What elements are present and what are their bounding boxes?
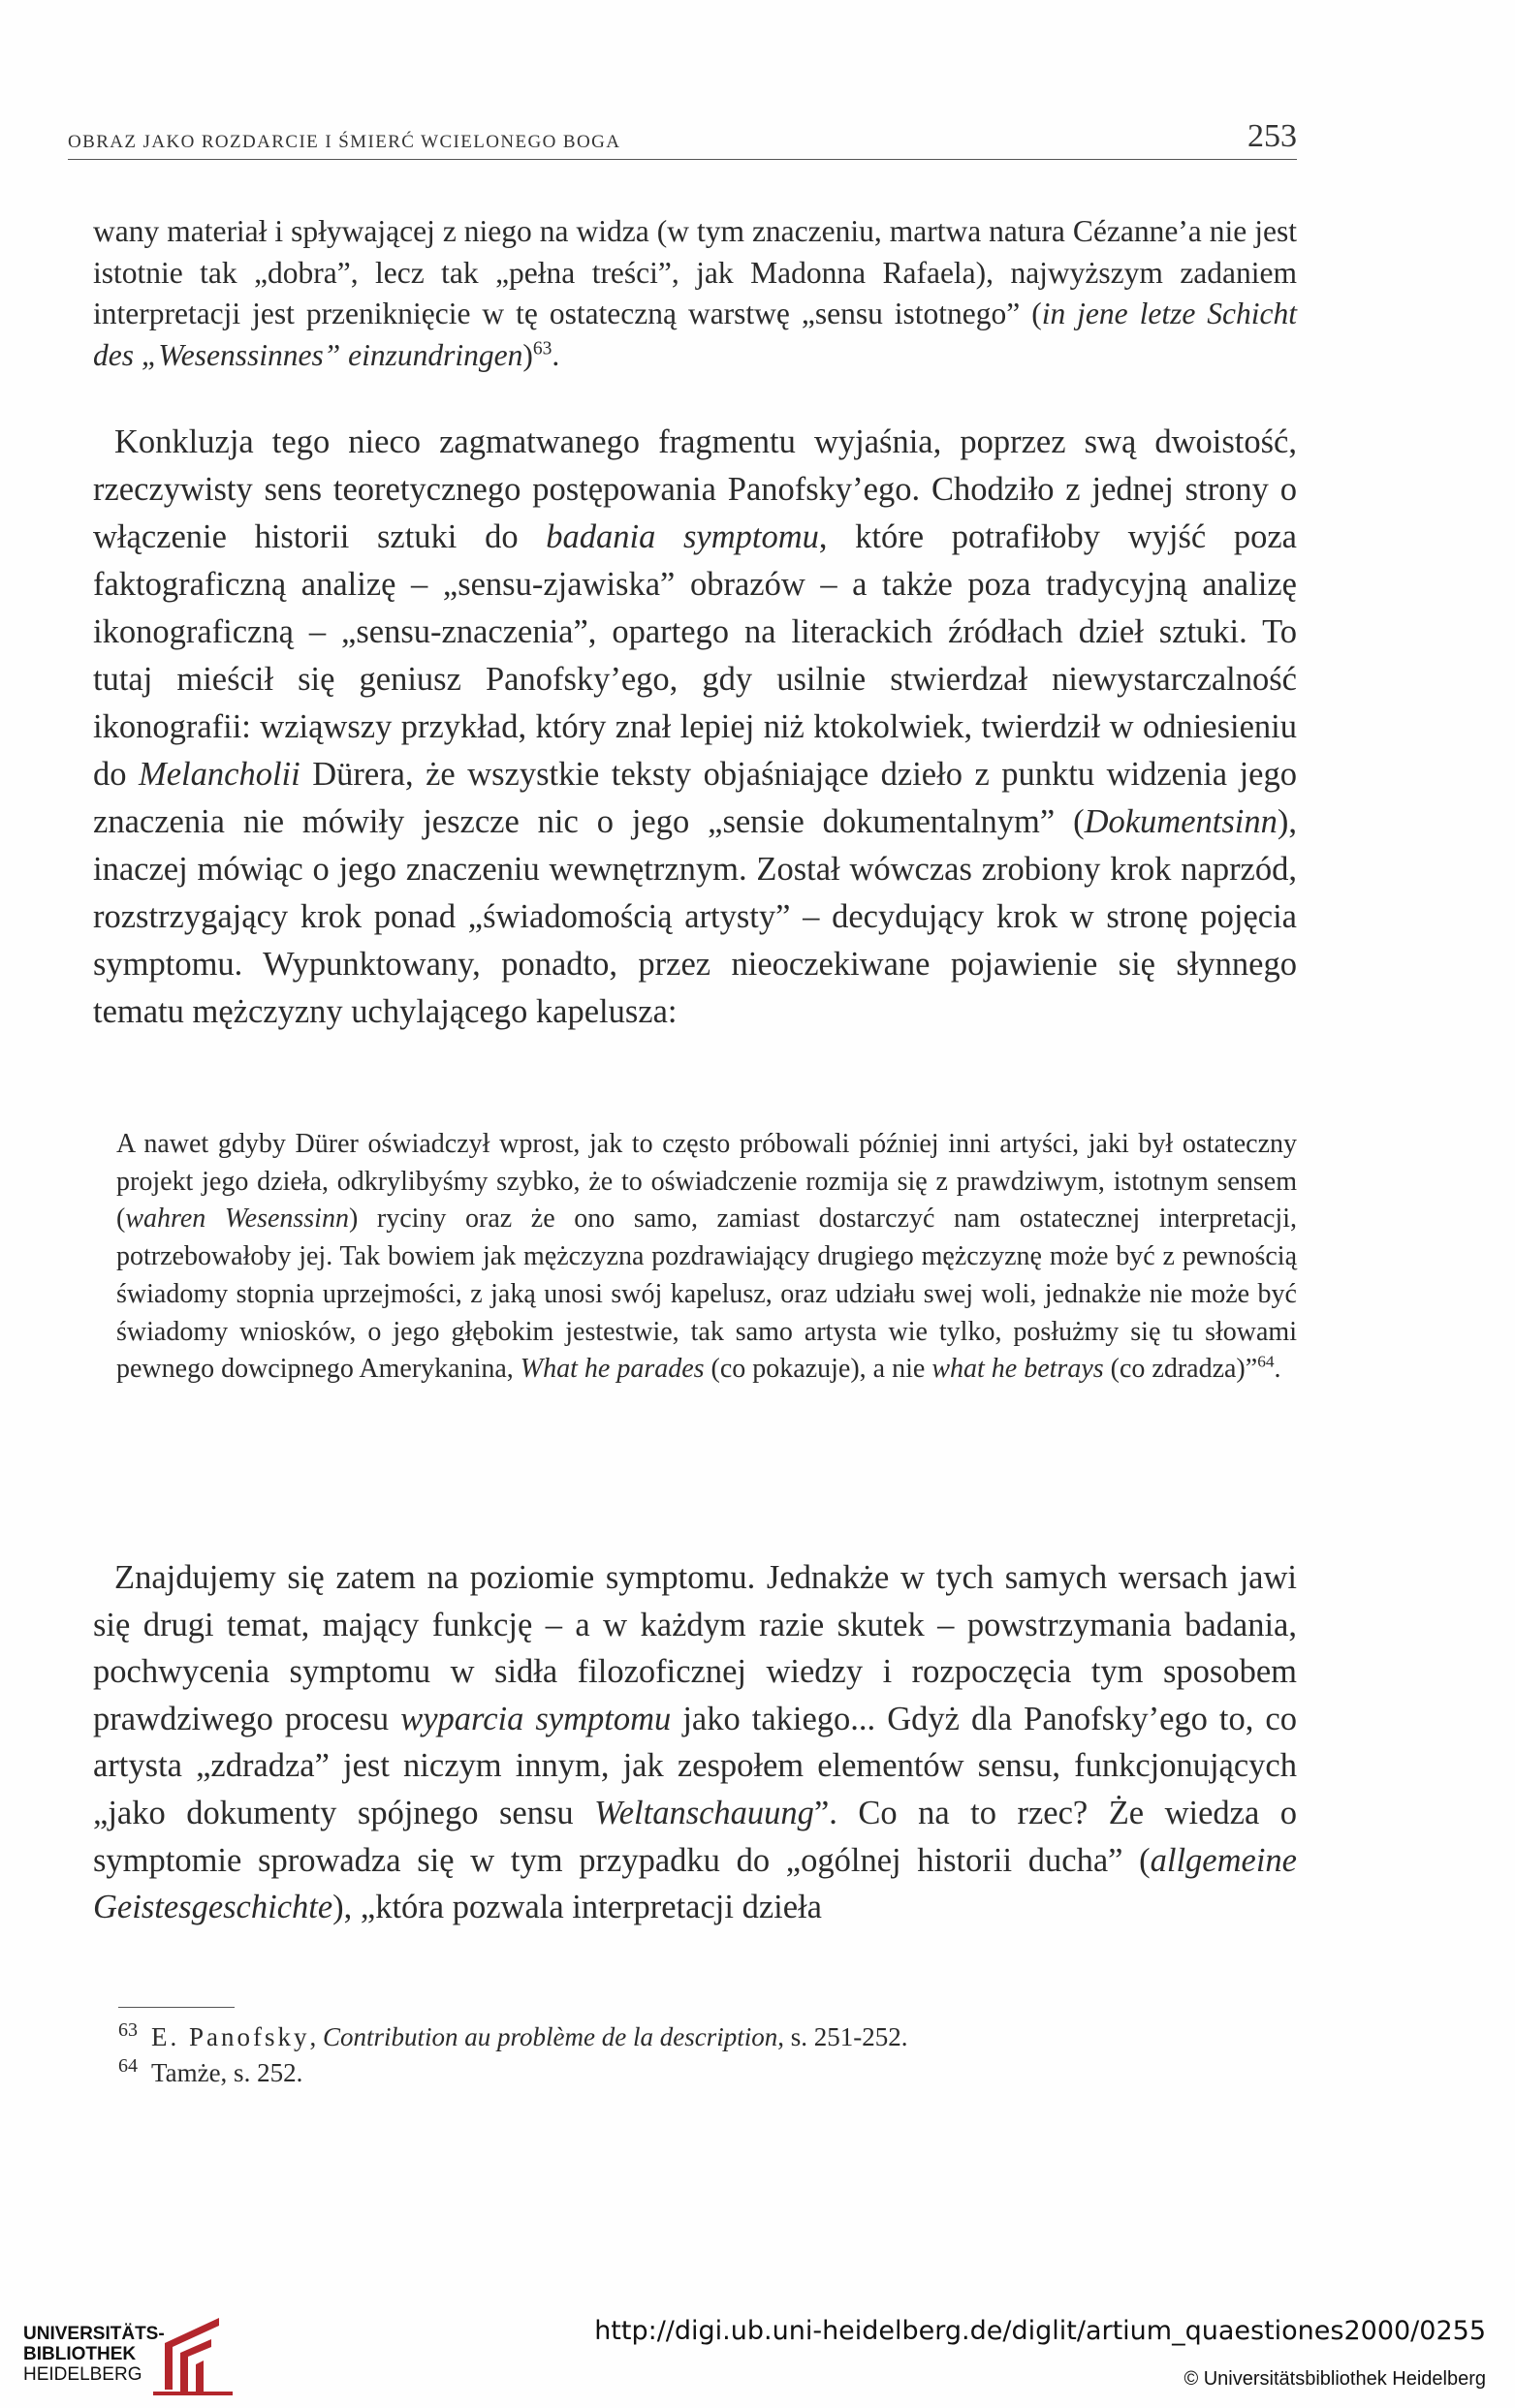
italic-phrase: What he parades xyxy=(520,1354,705,1385)
footnote-63 xyxy=(118,2019,1297,2055)
italic-phrase: allgemeine Geistesgeschichte xyxy=(93,1841,1297,1926)
footnote-rule xyxy=(118,2007,235,2008)
text-run: . xyxy=(552,337,560,372)
italic-phrase: Melancholii xyxy=(139,756,300,793)
copyright-notice: © Universitätsbibliothek Heidelberg xyxy=(1184,2368,1486,2390)
footnote-ref-63[interactable]: 63 xyxy=(532,338,552,359)
paragraph-konkluzja xyxy=(93,419,1297,1036)
text-run: Dürera, że wszystkie teksty objaśniające dzieło z punktu widzenia jego znaczenia nie mówiły jeszcze nic o jego „sensie dokumentalnym” ( xyxy=(93,756,1297,840)
italic-phrase: Dokumentsinn xyxy=(1084,803,1278,840)
text-run: (co zdradza)” xyxy=(1103,1354,1258,1385)
footnote-title: Contribution au problème de la description xyxy=(323,2022,778,2051)
library-line: HEIDELBERG xyxy=(23,2364,142,2385)
text-run: ), inaczej mówiąc o jego znaczeniu wewnętrznym. Został wówczas zrobiony krok naprzód, rozstrzygający krok ponad „świadomością artysty” – decydujący krok w stronę pojęcia symptomu. Wypunktowany, ponadto, przez nieoczekiwane pojawienie się słynnego tematu mężczyzny uchylającego kapelusza: xyxy=(93,803,1297,1030)
text-run: A nawet gdyby Dürer oświadczył wprost, jak to często próbowali później inni artyści, jaki był ostateczny projekt jego dzieła, odkrylibyśmy szybko, że to oświadczenie rozmija się z prawdziwym, istotnym sensem ( xyxy=(116,1129,1297,1235)
footnote-number: 64 xyxy=(118,2055,138,2077)
running-title: OBRAZ JAKO ROZDARCIE I ŚMIERĆ WCIELONEGO BOGA xyxy=(68,132,621,152)
text-run: , s. 251-252. xyxy=(777,2022,908,2051)
footnote-64 xyxy=(118,2055,1297,2091)
text-run: Znajdujemy się zatem na poziomie symptomu. Jednakże w tych samych wersach jawi się drugi temat, mający funkcję – a w każdym razie skutek – powstrzymania badania, pochwycenia symptomu w sidła filozoficznej wiedzy i rozpoczęcia tym sposobem prawdziwego procesu xyxy=(93,1559,1297,1737)
italic-phrase: in jene letze Schicht des „Wesenssinnes” einzundringen xyxy=(93,297,1297,372)
italic-phrase: badania symptomu xyxy=(546,518,819,555)
italic-phrase: what he betrays xyxy=(931,1354,1104,1385)
text-run: (co pokazuje), a nie xyxy=(704,1354,932,1385)
text-run: ) xyxy=(522,337,533,372)
italic-phrase: wyparcia symptomu xyxy=(400,1700,672,1737)
footnote-number: 63 xyxy=(118,2019,138,2041)
text-run: Konkluzja tego nieco zagmatwanego fragmentu wyjaśnia, poprzez swą dwoistość, rzeczywisty sens teoretycznego postępowania Panofsky’ego. Chodziło z jednej strony o włączenie historii sztuki do xyxy=(93,423,1297,555)
text-run: ), „która pozwala interpretacji dzieła xyxy=(332,1889,822,1926)
text-run: , które potrafiłoby wyjść poza faktograficzną analizę – „sensu-zjawiska” obrazów – a także poza tradycyjną analizę ikonograficzną – „sensu-znaczenia”, opartego na literackich źródłach dzieł sztuki. To tutaj mieścił się geniusz Panofsky’ego, gdy usilnie stwierdzał niewystarczalność ikonografii: wziąwszy przykład, który znał lepiej niż ktokolwiek, twierdził w odniesieniu do xyxy=(93,518,1297,793)
block-quote xyxy=(116,1126,1297,1389)
paragraph-znajdujemy xyxy=(93,1554,1297,1931)
italic-phrase: Weltanschauung xyxy=(594,1794,814,1831)
text-run: . xyxy=(1274,1354,1281,1385)
library-logo-icon xyxy=(151,2310,238,2397)
page-number: 253 xyxy=(1247,118,1297,154)
source-url-link[interactable]: http://digi.ub.uni-heidelberg.de/diglit/artium_quaestiones2000/0255 xyxy=(594,2316,1486,2346)
paragraph-continuation xyxy=(93,211,1297,376)
text-run: ”. Co na to rzec? Że wiedza o symptomie sprowadza się w tym przypadku do „ogólnej historii ducha” ( xyxy=(93,1794,1297,1879)
text-run: , xyxy=(309,2022,323,2051)
text-run: ) ryciny oraz że ono samo, zamiast dostarczyć nam ostatecznej interpretacji, potrzebowałoby jej. Tak bowiem jak mężczyzna pozdrawiający drugiego mężczyznę może być z pewnością świadomy stopnia uprzejmości, z jaką unosi swój kapelusz, oraz udziału swej woli, jednakże nie może być świadomy wniosków, o jego głębokim jestestwie, tak samo artysta wie tylko, posłużmy się tu słowami pewnego dowcipnego Amerykanina, xyxy=(116,1204,1297,1385)
library-line: BIBLIOTHEK xyxy=(23,2344,137,2364)
italic-phrase: wahren Wesenssinn xyxy=(125,1204,349,1235)
footnote-ref-64[interactable]: 64 xyxy=(1257,1352,1275,1371)
library-line: UNIVERSITÄTS- xyxy=(23,2324,165,2344)
footnote-text: Tamże, s. 252. xyxy=(151,2058,303,2087)
footnotes xyxy=(118,2019,1297,2091)
footnote-author: E. Panofsky xyxy=(151,2022,310,2051)
library-name xyxy=(23,2324,165,2385)
running-header xyxy=(68,116,1297,160)
text-run: wany materiał i spływającej z niego na widza (w tym znaczeniu, martwa natura Cézanne’a nie jest istotnie tak „dobra”, lecz tak „pełna treści”, jak Madonna Rafaela), najwyższym zadaniem interpretacji jest przeniknięcie w tę ostateczną warstwę „sensu istotnego” ( xyxy=(93,214,1297,330)
text-run: jako takiego... Gdyż dla Panofsky’ego to, co artysta „zdradza” jest niczym innym, jak zespołem elementów sensu, funkcjonujących „jako dokumenty spójnego sensu xyxy=(93,1700,1297,1831)
